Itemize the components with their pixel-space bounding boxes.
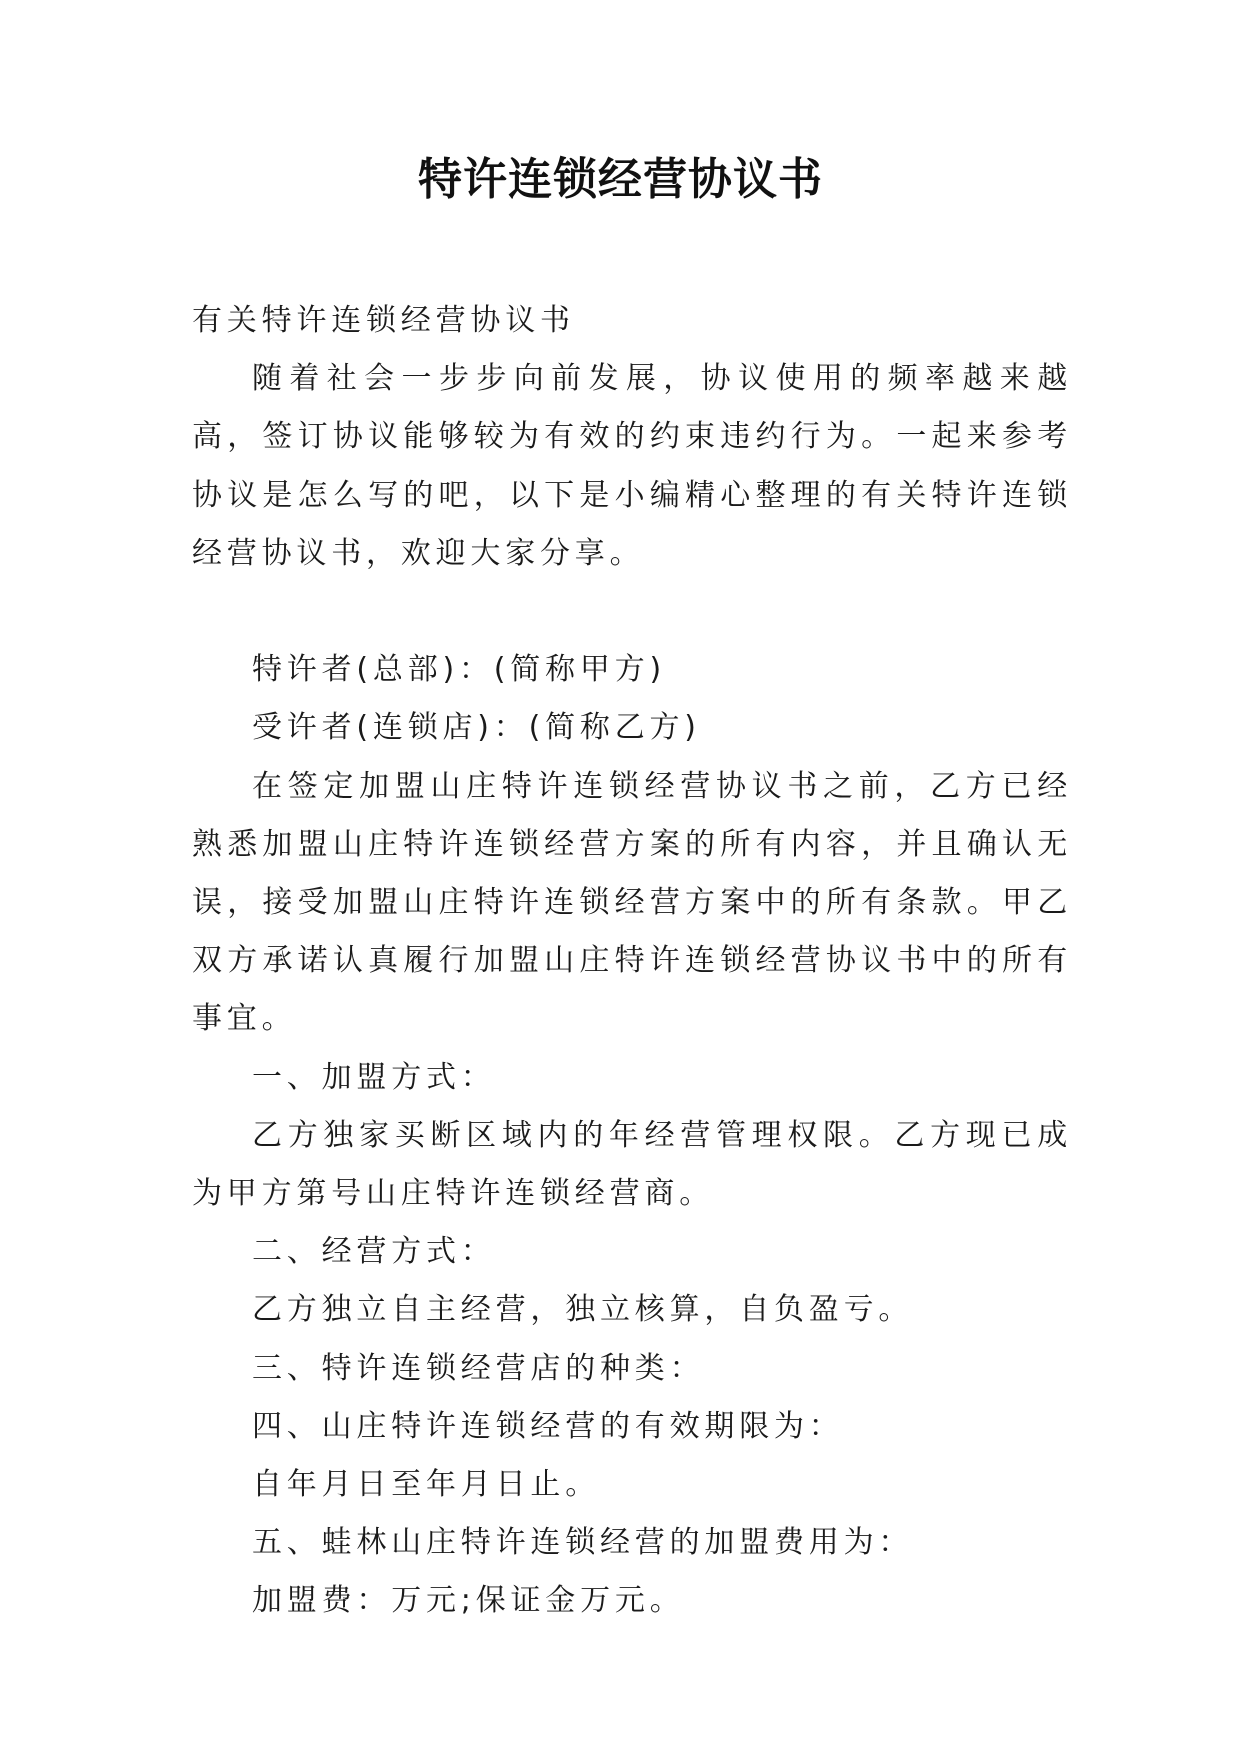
paragraph-spacer — [192, 583, 1072, 641]
intro-heading: 有关特许连锁经营协议书 — [192, 303, 575, 338]
preamble-paragraph: 在签定加盟山庄特许连锁经营协议书之前，乙方已经熟悉加盟山庄特许连锁经营方案的所有内容，并且确认无误，接受加盟山庄特许连锁经营方案中的所有条款。甲乙双方承诺认真履行加盟山庄特许连锁经营协议书中的所有事宜。 — [192, 768, 1072, 1037]
franchisor-line: 特许者(总部)：(简称甲方) — [252, 652, 667, 688]
section-4-text: 自年月日至年月日止。 — [252, 1467, 600, 1503]
section-5-text: 加盟费：万元;保证金万元。 — [252, 1583, 685, 1619]
document-title: 特许连锁经营协议书 — [418, 154, 823, 205]
section-5-heading: 五、蛙林山庄特许连锁经营的加盟费用为： — [252, 1525, 914, 1561]
section-1-text: 乙方独家买断区域内的年经营管理权限。乙方现已成为甲方第号山庄特许连锁经营商。 — [192, 1117, 1072, 1212]
section-2-heading: 二、经营方式： — [252, 1234, 496, 1270]
franchisee-line: 受许者(连锁店)：(简称乙方) — [252, 710, 701, 746]
section-2-text: 乙方独立自主经营，独立核算，自负盈亏。 — [252, 1292, 914, 1328]
section-1-heading: 一、加盟方式： — [252, 1059, 496, 1095]
intro-paragraph: 随着社会一步步向前发展，协议使用的频率越来越高，签订协议能够较为有效的约束违约行为。一起来参考协议是怎么写的吧，以下是小编精心整理的有关特许连锁经营协议书，欢迎大家分享。 — [192, 361, 1072, 571]
document-body — [192, 292, 1072, 1631]
section-3-heading: 三、特许连锁经营店的种类： — [252, 1350, 705, 1386]
section-4-heading: 四、山庄特许连锁经营的有效期限为： — [252, 1408, 844, 1444]
